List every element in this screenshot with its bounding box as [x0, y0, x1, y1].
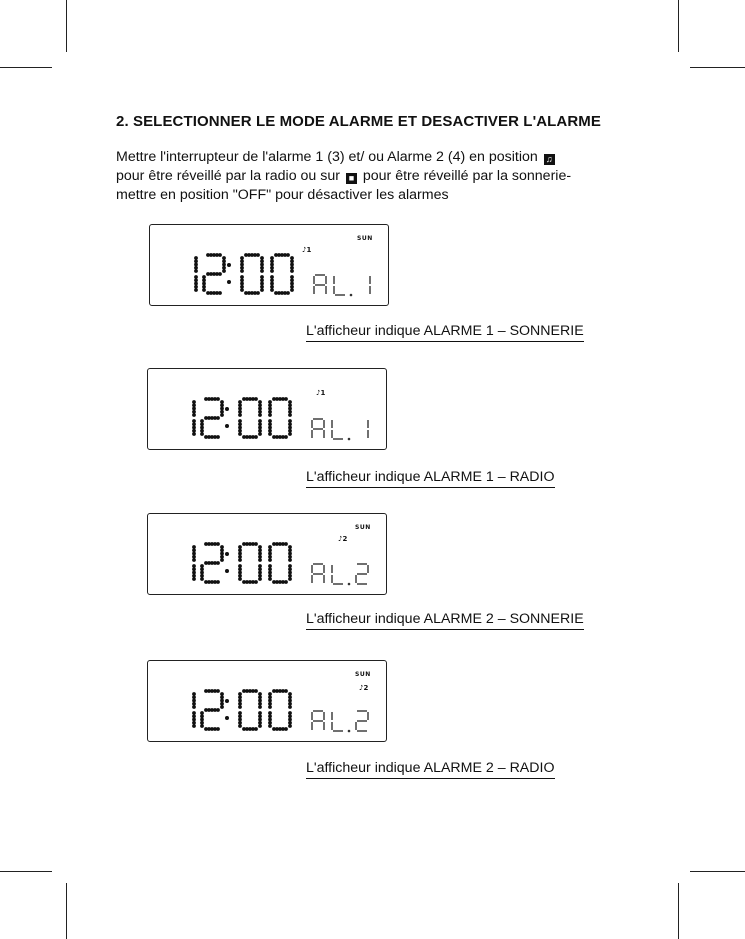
lcd-segment — [268, 571, 272, 575]
lcd-segment — [288, 413, 292, 417]
lcd-segment — [238, 571, 242, 575]
lcd-segment — [238, 699, 242, 703]
lcd-segment — [202, 282, 206, 286]
lcd-segment — [258, 432, 262, 436]
lcd-segment — [238, 564, 242, 568]
lcd-segment — [218, 291, 222, 295]
lcd-display — [147, 368, 387, 450]
lcd-segment — [258, 577, 262, 581]
lcd-segment — [288, 718, 292, 722]
lcd-segment — [194, 288, 198, 292]
lcd-colon — [225, 424, 229, 428]
lcd-segment — [268, 558, 272, 562]
lcd-segment — [220, 400, 224, 404]
lcd-segment — [268, 564, 272, 568]
lcd-segment — [258, 545, 262, 549]
lcd-segment — [258, 564, 262, 568]
crop-mark — [690, 871, 745, 872]
display-caption: L'afficheur indique ALARME 1 – SONNERIE — [306, 323, 584, 342]
lcd-segment — [218, 272, 222, 276]
lcd-segment — [254, 397, 258, 401]
lcd-segment — [268, 432, 272, 436]
lcd-segment — [216, 416, 220, 420]
lcd-segment — [192, 407, 196, 411]
lcd-segment — [192, 692, 196, 696]
lcd-segment — [192, 711, 196, 715]
lcd-segment — [258, 705, 262, 709]
lcd-segment — [284, 435, 288, 439]
lcd-segment — [192, 718, 196, 722]
lcd-segment — [192, 400, 196, 404]
lcd-segment — [254, 727, 258, 731]
lcd-segment — [238, 692, 242, 696]
lcd-display — [147, 660, 387, 742]
crop-mark — [678, 883, 679, 939]
lcd-segment — [218, 253, 222, 257]
instruction-text: Mettre l'interrupteur de l'alarme 1 (3) et/ ou Alarme 2 (4) en position — [116, 149, 538, 165]
lcd-segment — [258, 413, 262, 417]
lcd-segment — [192, 577, 196, 581]
alarm-indicator: ♪1 — [302, 246, 312, 254]
lcd-segment — [288, 552, 292, 556]
lcd-segment — [240, 263, 244, 267]
lcd-decimal-point — [350, 294, 353, 297]
lcd-segment — [260, 282, 264, 286]
lcd-segment — [268, 577, 272, 581]
lcd-segment — [268, 552, 272, 556]
lcd-segment — [268, 705, 272, 709]
lcd-segment — [268, 699, 272, 703]
lcd-segment — [260, 269, 264, 273]
lcd-segment — [238, 724, 242, 728]
lcd-colon — [227, 280, 231, 284]
lcd-segment — [238, 419, 242, 423]
lcd-segment — [238, 577, 242, 581]
instruction-text: pour être réveillé par la sonnerie- — [362, 168, 572, 184]
lcd-segment — [268, 711, 272, 715]
crop-mark — [0, 67, 52, 68]
lcd-segment — [200, 577, 204, 581]
lcd-segment — [270, 288, 274, 292]
lcd-segment — [258, 558, 262, 562]
lcd-segment — [238, 432, 242, 436]
lcd-digits — [148, 661, 386, 741]
lcd-segment — [288, 705, 292, 709]
lcd-segment — [284, 689, 288, 693]
lcd-segment — [260, 263, 264, 267]
lcd-display — [149, 224, 389, 306]
sun-label: SUN — [355, 671, 371, 678]
alarm-indicator: ♪1 — [316, 389, 326, 397]
lcd-segment — [200, 724, 204, 728]
display-caption: L'afficheur indique ALARME 2 – RADIO — [306, 760, 555, 779]
lcd-segment — [192, 432, 196, 436]
lcd-segment — [200, 432, 204, 436]
lcd-segment — [288, 571, 292, 575]
alarm-indicator: ♪2 — [338, 535, 348, 543]
lcd-segment — [192, 699, 196, 703]
lcd-digits — [148, 514, 386, 594]
lcd-segment — [194, 269, 198, 273]
lcd-segment — [192, 419, 196, 423]
lcd-segment — [238, 558, 242, 562]
lcd-colon — [225, 699, 229, 703]
crop-mark — [66, 0, 67, 52]
instruction-text: pour être réveillé par la radio ou sur — [116, 168, 340, 184]
lcd-segment — [200, 718, 204, 722]
lcd-segment — [268, 407, 272, 411]
lcd-segment — [270, 263, 274, 267]
lcd-segment — [216, 708, 220, 712]
lcd-segment — [258, 571, 262, 575]
lcd-segment — [220, 705, 224, 709]
lcd-segment — [286, 291, 290, 295]
lcd-segment — [284, 727, 288, 731]
lcd-segment — [216, 580, 220, 584]
lcd-segment — [216, 561, 220, 565]
crop-mark — [690, 67, 745, 68]
lcd-segment — [258, 419, 262, 423]
lcd-segment — [260, 275, 264, 279]
instruction-line-2 — [116, 167, 636, 186]
display-caption: L'afficheur indique ALARME 2 – SONNERIE — [306, 611, 584, 630]
lcd-segment — [290, 256, 294, 260]
lcd-segment — [222, 269, 226, 273]
lcd-segment — [268, 718, 272, 722]
lcd-segment — [258, 718, 262, 722]
lcd-segment — [288, 699, 292, 703]
lcd-digits — [148, 369, 386, 449]
lcd-segment — [216, 435, 220, 439]
lcd-segment — [238, 413, 242, 417]
lcd-segment — [220, 545, 224, 549]
lcd-segment — [288, 426, 292, 430]
lcd-segment — [194, 275, 198, 279]
lcd-segment — [238, 545, 242, 549]
lcd-segment — [288, 545, 292, 549]
lcd-segment — [270, 282, 274, 286]
lcd-segment — [194, 256, 198, 260]
lcd-segment — [240, 269, 244, 273]
lcd-segment — [258, 724, 262, 728]
lcd-segment — [192, 413, 196, 417]
lcd-segment — [288, 432, 292, 436]
sun-label: SUN — [357, 235, 373, 242]
lcd-segment — [288, 724, 292, 728]
lcd-segment — [268, 413, 272, 417]
lcd-segment — [216, 397, 220, 401]
lcd-segment — [222, 256, 226, 260]
lcd-colon — [225, 552, 229, 556]
lcd-segment — [192, 552, 196, 556]
lcd-segment — [192, 564, 196, 568]
lcd-segment — [200, 426, 204, 430]
lcd-segment — [240, 288, 244, 292]
lcd-decimal-point — [348, 583, 351, 586]
lcd-segment — [256, 253, 260, 257]
lcd-segment — [202, 275, 206, 279]
lcd-segment — [220, 699, 224, 703]
lcd-segment — [270, 256, 274, 260]
lcd-segment — [268, 724, 272, 728]
lcd-segment — [222, 263, 226, 267]
lcd-segment — [238, 718, 242, 722]
lcd-segment — [192, 426, 196, 430]
lcd-segment — [288, 692, 292, 696]
lcd-segment — [194, 263, 198, 267]
lcd-segment — [216, 727, 220, 731]
lcd-decimal-point — [348, 438, 351, 441]
lcd-segment — [284, 542, 288, 546]
lcd-segment — [200, 571, 204, 575]
lcd-segment — [288, 711, 292, 715]
bell-symbol-icon: ♫ — [544, 154, 555, 165]
lcd-segment — [240, 256, 244, 260]
lcd-segment — [220, 692, 224, 696]
crop-mark — [66, 883, 67, 939]
lcd-segment — [290, 275, 294, 279]
lcd-segment — [216, 689, 220, 693]
lcd-segment — [256, 291, 260, 295]
lcd-segment — [192, 705, 196, 709]
instruction-line-1 — [116, 148, 636, 167]
lcd-colon — [225, 569, 229, 573]
lcd-segment — [238, 552, 242, 556]
lcd-segment — [238, 407, 242, 411]
lcd-segment — [238, 426, 242, 430]
lcd-segment — [290, 269, 294, 273]
lcd-segment — [238, 711, 242, 715]
lcd-segment — [238, 705, 242, 709]
lcd-segment — [284, 397, 288, 401]
lcd-segment — [254, 580, 258, 584]
lcd-segment — [202, 288, 206, 292]
lcd-display — [147, 513, 387, 595]
lcd-segment — [200, 711, 204, 715]
lcd-segment — [268, 400, 272, 404]
lcd-segment — [194, 282, 198, 286]
lcd-segment — [290, 288, 294, 292]
lcd-segment — [220, 552, 224, 556]
lcd-segment — [268, 692, 272, 696]
lcd-segment — [260, 256, 264, 260]
lcd-segment — [288, 577, 292, 581]
lcd-segment — [254, 542, 258, 546]
lcd-segment — [288, 400, 292, 404]
lcd-segment — [220, 407, 224, 411]
lcd-segment — [288, 564, 292, 568]
crop-mark — [0, 871, 52, 872]
lcd-segment — [288, 558, 292, 562]
lcd-segment — [240, 282, 244, 286]
alarm-indicator: ♪2 — [359, 684, 369, 692]
lcd-decimal-point — [348, 730, 351, 733]
lcd-colon — [227, 263, 231, 267]
lcd-segment — [258, 426, 262, 430]
lcd-segment — [192, 558, 196, 562]
lcd-segment — [258, 400, 262, 404]
lcd-segment — [220, 558, 224, 562]
lcd-segment — [192, 545, 196, 549]
lcd-segment — [286, 253, 290, 257]
lcd-segment — [220, 413, 224, 417]
lcd-segment — [192, 571, 196, 575]
lcd-segment — [258, 407, 262, 411]
lcd-colon — [225, 407, 229, 411]
lcd-segment — [254, 689, 258, 693]
lcd-segment — [258, 552, 262, 556]
lcd-segment — [268, 419, 272, 423]
lcd-segment — [240, 275, 244, 279]
lcd-segment — [238, 400, 242, 404]
crop-mark — [678, 0, 679, 52]
instruction-line-3: mettre en position "OFF" pour désactiver les alarmes — [116, 187, 449, 203]
lcd-segment — [270, 275, 274, 279]
lcd-segment — [284, 580, 288, 584]
lcd-segment — [288, 407, 292, 411]
lcd-segment — [288, 419, 292, 423]
lcd-segment — [216, 542, 220, 546]
lcd-segment — [200, 564, 204, 568]
radio-symbol-icon: ■ — [346, 173, 357, 184]
lcd-segment — [258, 692, 262, 696]
instructions-paragraph — [116, 148, 636, 205]
lcd-digits — [150, 225, 388, 305]
lcd-segment — [258, 711, 262, 715]
lcd-segment — [200, 419, 204, 423]
lcd-segment — [260, 288, 264, 292]
display-caption: L'afficheur indique ALARME 1 – RADIO — [306, 469, 555, 488]
lcd-segment — [290, 282, 294, 286]
lcd-segment — [268, 426, 272, 430]
lcd-segment — [254, 435, 258, 439]
lcd-colon — [225, 716, 229, 720]
lcd-segment — [192, 724, 196, 728]
sun-label: SUN — [355, 524, 371, 531]
section-heading: 2. SELECTIONNER LE MODE ALARME ET DESACTIVER L'ALARME — [116, 113, 601, 130]
lcd-segment — [268, 545, 272, 549]
lcd-segment — [290, 263, 294, 267]
lcd-segment — [270, 269, 274, 273]
lcd-segment — [258, 699, 262, 703]
